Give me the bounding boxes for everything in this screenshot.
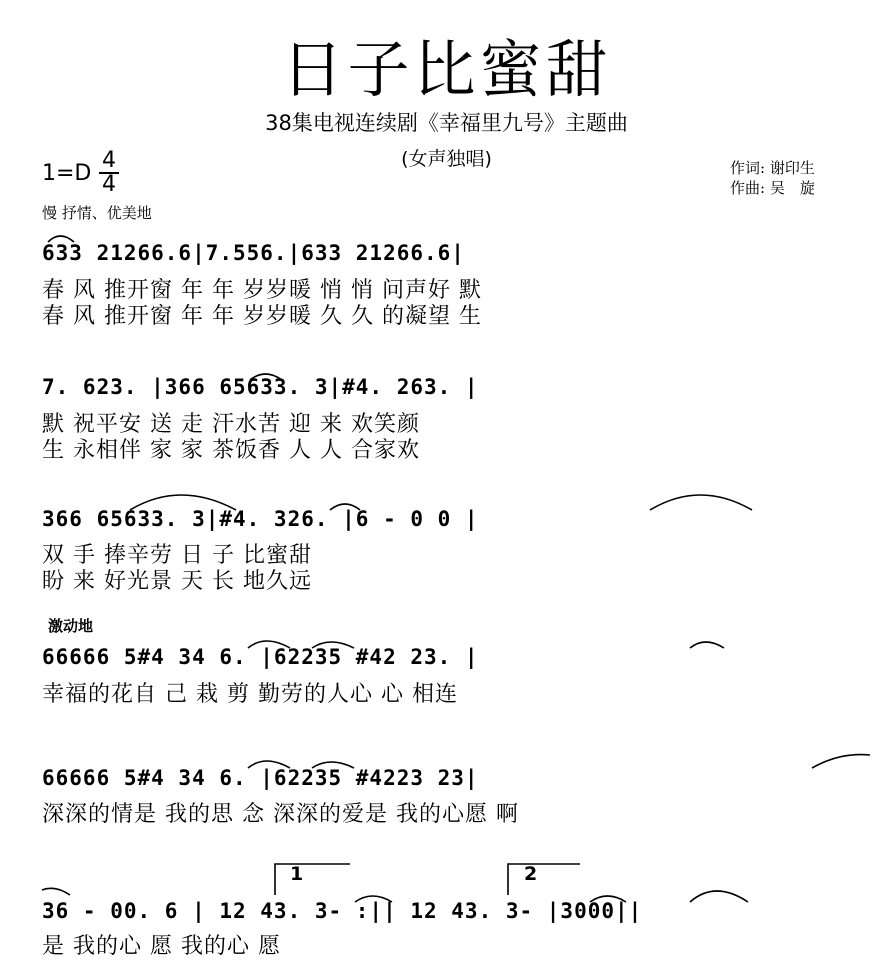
lyric-row-3-verse-2: 盼 来 好光景 天 长 地久远 — [42, 569, 312, 594]
volta-2-bracket — [508, 864, 580, 895]
slur-row-6c — [690, 891, 748, 902]
slur-row-6b — [590, 896, 626, 902]
slur-row-4a — [248, 641, 290, 648]
notation-row-2: 7. 623. |366 65633. 3|#4. 263. | — [42, 375, 479, 399]
song-title: 日子比蜜甜 — [281, 33, 612, 106]
slur-row-6-start — [42, 888, 70, 895]
notation-row-3: 366 65633. 3|#4. 326. |6 - 0 0 | — [42, 507, 479, 531]
tempo-marking: 慢 抒情、优美地 — [42, 204, 152, 222]
slur-row-5c — [812, 755, 870, 768]
notation-row-5: 66666 5#4 34 6. |62235 #4223 23| — [42, 766, 479, 790]
slur-row-1 — [48, 236, 74, 242]
slur-row-4c — [690, 642, 724, 648]
lyricist-credit: 作词: 谢印生 — [730, 159, 815, 177]
expression-marking: 激动地 — [48, 617, 94, 635]
slur-row-3-long — [130, 495, 236, 510]
lyric-row-1-verse-2: 春 风 推开窗 年 年 岁岁暖 久 久 的凝望 生 — [42, 304, 482, 329]
slur-row-4b — [312, 642, 354, 648]
notation-row-4: 66666 5#4 34 6. |62235 #42 23. | — [42, 645, 479, 669]
slur-row-5b — [312, 762, 354, 768]
lyric-row-1-verse-1: 春 风 推开窗 年 年 岁岁暖 悄 悄 问声好 默 — [42, 278, 482, 303]
volta-1-bracket — [275, 864, 350, 895]
voice-type: (女声独唱) — [401, 148, 492, 170]
composer-credit: 作曲: 吴 旋 — [730, 179, 815, 197]
lyric-row-2-verse-2: 生 永相伴 家 家 茶饭香 人 人 合家欢 — [42, 438, 420, 463]
slur-row-5a — [248, 761, 290, 768]
time-signature-top: 4 — [102, 148, 116, 173]
volta-2-number: 2 — [524, 863, 538, 885]
time-signature-bottom: 4 — [102, 172, 116, 197]
song-subtitle: 38集电视连续剧《幸福里九号》主题曲 — [265, 111, 628, 135]
volta-1-number: 1 — [290, 863, 304, 885]
lyric-row-6: 是 我的心 愿 我的心 愿 — [42, 934, 281, 959]
lyric-row-2-verse-1: 默 祝平安 送 走 汗水苦 迎 来 欢笑颜 — [42, 412, 420, 437]
key-signature: 1=D — [42, 161, 92, 186]
slur-row-2 — [250, 374, 282, 380]
notation-row-6: 36 - 00. 6 | 12 43. 3- :|| 12 43. 3- |3000|| — [42, 899, 643, 923]
slur-row-6a — [355, 896, 392, 902]
lyric-row-5: 深深的情是 我的思 念 深深的爱是 我的心愿 啊 — [42, 802, 519, 827]
slur-row-3b — [650, 495, 752, 510]
lyric-row-3-verse-1: 双 手 捧辛劳 日 子 比蜜甜 — [42, 543, 312, 568]
notation-row-1: 633 21266.6|7.556.|633 21266.6| — [42, 241, 465, 265]
slur-row-3 — [330, 504, 360, 510]
lyric-row-4: 幸福的花自 己 栽 剪 勤劳的人心 心 相连 — [42, 682, 458, 707]
